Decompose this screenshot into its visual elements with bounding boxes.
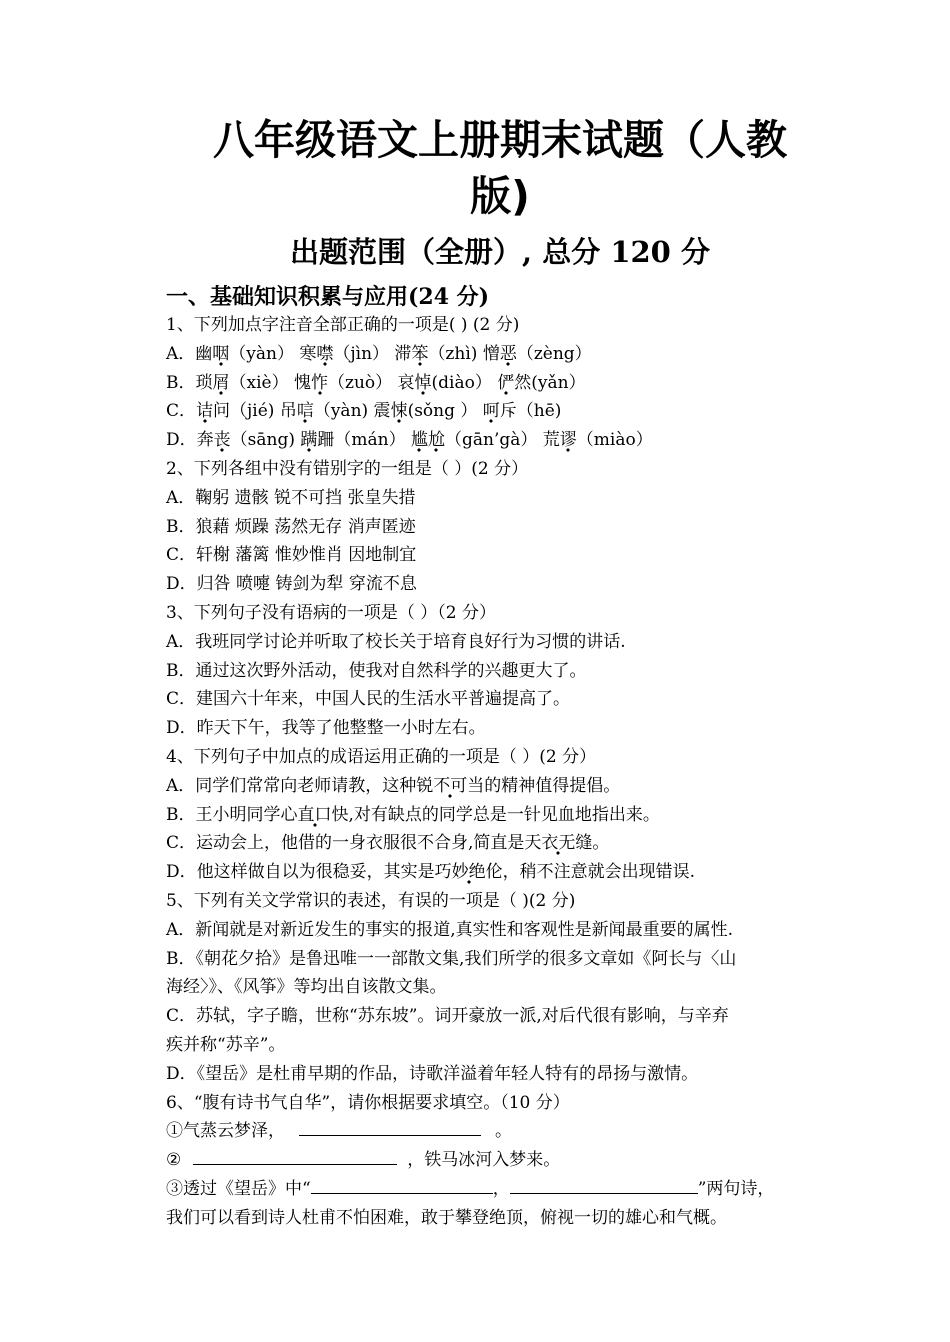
q2-option-d: D．归咎 喷嚏 铸剑为犁 穿流不息 [166,574,417,595]
q2-option-a: A．鞠躬 遗骸 锐不可挡 张皇失措 [166,487,416,508]
question-list [166,311,846,1233]
q5-option-c-line1: C．苏轼，字子瞻，世称“苏东坡”。词开豪放一派,对后代很有影响，与辛弃 [166,1006,729,1027]
title-line-1: 八年级语文上册期末试题（人教 [213,116,787,164]
q4-option-b: B．王小明同学心直口快,对有缺点的同学总是一针见血地指出来。 [166,801,846,830]
q3-option-a: A．我班同学讨论并听取了校长关于培育良好行为习惯的讲话. [166,631,626,652]
section-heading: 一、基础知识积累与应用(24 分) [166,284,490,310]
q6-item-2: ② ，铁马冰河入梦来。 [166,1146,846,1175]
q2-option-c: C．轩榭 藩篱 惟妙惟肖 因地制宜 [166,545,417,566]
q6-item-3-line2: 我们可以看到诗人杜甫不怕困难，敢于攀登绝顶，俯视一切的雄心和气概。 [166,1207,727,1228]
q1-stem: 1、下列加点字注音全部正确的一项是( ) (2 分) [166,315,520,335]
q6-item-1: ①气蒸云梦泽， 。 [166,1117,846,1146]
q2-stem: 2、下列各组中没有错别字的一组是（ ）(2 分） [166,458,529,479]
exam-title [160,112,840,224]
q5-option-d: D．《望岳》是杜甫早期的作品，诗歌洋溢着年轻人特有的昂扬与激情。 [166,1063,699,1084]
answer-blank[interactable] [193,1146,397,1165]
q6-item-3: ③透过《望岳》中“ ， ”两句诗， [166,1175,846,1204]
q1-option-a: A．幽咽（yàn） 寒噤（jìn） 滞笨（zhì) 憎恶（zèng） [166,340,846,369]
q2-option-b: B．狼藉 烦躁 荡然无存 消声匿迹 [166,516,416,537]
q3-option-b: B．通过这次野外活动，使我对自然科学的兴趣更大了。 [166,660,587,681]
q1-option-b: B．琐屑（xiè） 愧怍（zuò） 哀悼(diào） 俨然(yǎn） [166,369,846,398]
q5-option-a: A．新闻就是对新近发生的事实的报道,真实性和客观性是新闻最重要的属性. [166,919,734,940]
q6-stem: 6、“腹有诗书气自华”，请你根据要求填空。（10 分） [166,1092,570,1113]
q5-option-b-line1: B．《朝花夕拾》是鲁迅唯一一部散文集,我们所学的很多文章如《阿长与〈山 [166,948,737,969]
q4-option-c: C．运动会上，他借的一身衣服很不合身,简直是天衣无缝。 [166,829,846,858]
answer-blank[interactable] [311,1175,493,1194]
q1-option-d: D．奔丧（sāng) 蹒跚（mán） 尴尬（gān’gà） 荒谬（miào） [166,426,846,455]
answer-blank[interactable] [299,1117,481,1136]
q5-stem: 5、下列有关文学常识的表述，有误的一项是（ )(2 分) [166,890,576,911]
q1-option-c: C．诘问（jié) 吊唁（yàn) 震悚(sǒng ） 呵斥（hē) [166,397,846,426]
q3-option-d: D．昨天下午，我等了他整整一小时左右。 [166,718,486,739]
q5-option-b-line2: 海经〉》、《风筝》等均出自该散文集。 [166,977,447,998]
q5-option-c-line2: 疾并称“苏辛”。 [166,1034,286,1055]
q4-option-d: D．他这样做自以为很稳妥，其实是巧妙绝伦，稍不注意就会出现错误. [166,858,846,887]
q3-option-c: C．建国六十年来，中国人民的生活水平普遍提高了。 [166,689,571,710]
q3-stem: 3、下列句子没有语病的一项是（ ）（2 分） [166,602,496,623]
exam-subtitle: 出题范围（全册）, 总分 120 分 [290,235,710,269]
q4-option-a: A．同学们常常向老师请教，这种锐不可当的精神值得提倡。 [166,772,846,801]
q4-stem: 4、下列句子中加点的成语运用正确的一项是（ ）(2 分） [166,746,597,767]
answer-blank[interactable] [510,1175,698,1194]
title-line-2: 版) [470,172,530,220]
